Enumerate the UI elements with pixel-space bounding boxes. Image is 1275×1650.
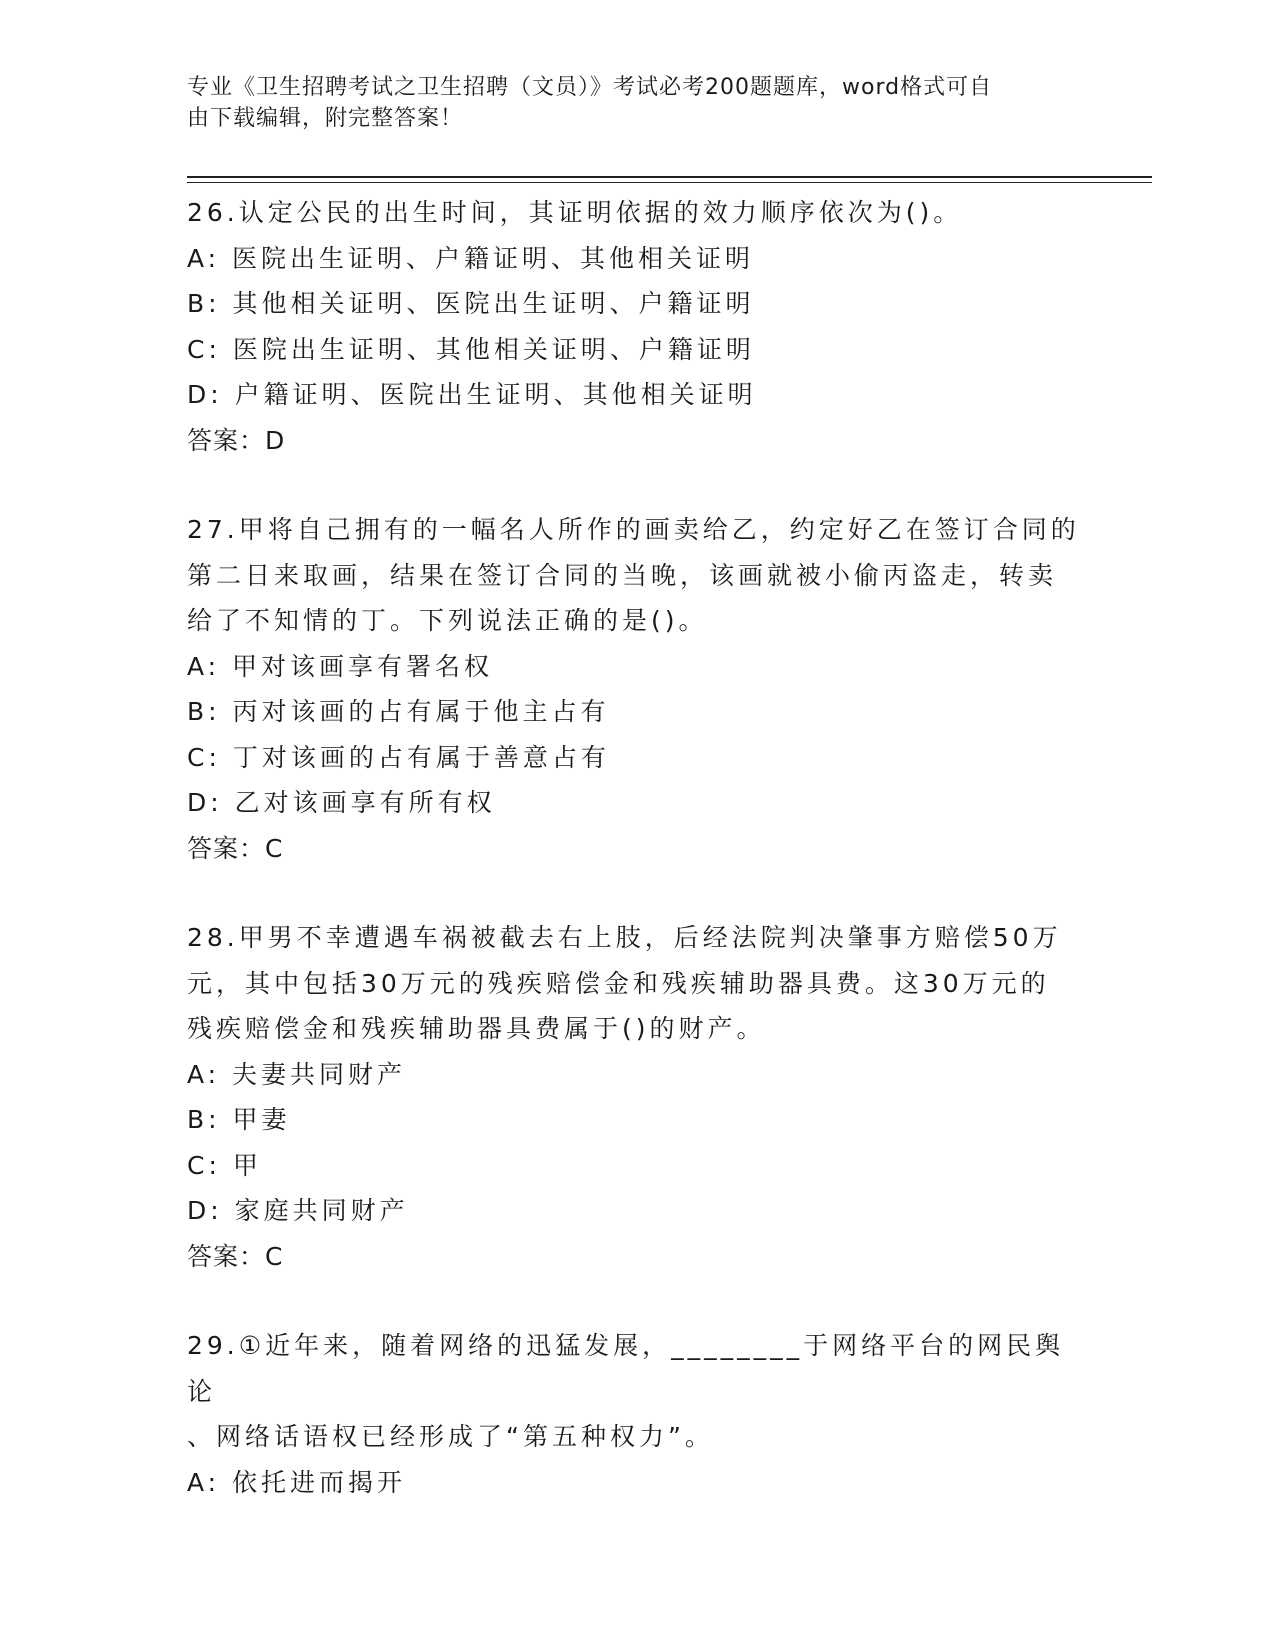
option-c: C: 甲 <box>187 1150 262 1180</box>
option-c: C: 医院出生证明、其他相关证明、户籍证明 <box>187 334 755 364</box>
question-text-line: 给了不知情的丁。下列说法正确的是()。 <box>187 606 708 635</box>
question-28 <box>187 915 1087 1279</box>
header-line-1: 专业《卫生招聘考试之卫生招聘（文员）》考试必考200题题库，word格式可自 <box>187 75 993 100</box>
question-29 <box>187 1323 1087 1505</box>
option-a: A: 医院出生证明、户籍证明、其他相关证明 <box>187 243 755 273</box>
question-text-line: 26.认定公民的出生时间，其证明依据的效力顺序依次为()。 <box>187 198 963 227</box>
option-c: C: 丁对该画的占有属于善意占有 <box>187 742 610 772</box>
question-text-line: 28.甲男不幸遭遇车祸被截去右上肢，后经法院判决肇事方赔偿50万 <box>187 923 1062 952</box>
header-divider-thin <box>187 182 1152 183</box>
question-text-line: 27.甲将自己拥有的一幅名人所作的画卖给乙，约定好乙在签订合同的 <box>187 515 1080 544</box>
option-d: D: 乙对该画享有所有权 <box>187 788 496 817</box>
header-line-2: 由下载编辑，附完整答案！ <box>187 106 464 131</box>
option-b: B: 甲妻 <box>187 1105 291 1134</box>
question-26 <box>187 190 1087 463</box>
option-a: A: 甲对该画享有署名权 <box>187 651 494 681</box>
option-a: A: 依托进而揭开 <box>187 1467 407 1497</box>
option-b: B: 丙对该画的占有属于他主占有 <box>187 697 610 726</box>
question-text-line: 29.①近年来，随着网络的迅猛发展，________于网络平台的网民舆论 <box>187 1331 1065 1406</box>
option-b: B: 其他相关证明、医院出生证明、户籍证明 <box>187 289 755 318</box>
option-d: D: 户籍证明、医院出生证明、其他相关证明 <box>187 380 757 409</box>
question-text-line: 第二日来取画，结果在签订合同的当晚，该画就被小偷丙盗走，转卖 <box>187 560 1058 590</box>
option-d: D: 家庭共同财产 <box>187 1196 409 1225</box>
question-list <box>187 190 1087 1549</box>
answer: 答案：C <box>187 1241 284 1271</box>
question-27 <box>187 507 1087 871</box>
question-text-line: 元，其中包括30万元的残疾赔偿金和残疾辅助器具费。这30万元的 <box>187 968 1050 998</box>
answer: 答案：C <box>187 833 284 863</box>
answer: 答案：D <box>187 425 286 455</box>
question-text-line: 、网络话语权已经形成了“第五种权力”。 <box>187 1422 714 1451</box>
option-a: A: 夫妻共同财产 <box>187 1059 407 1089</box>
header-divider-thick <box>187 176 1152 178</box>
question-text-line: 残疾赔偿金和残疾辅助器具费属于()的财产。 <box>187 1014 766 1043</box>
document-header <box>187 72 1087 134</box>
